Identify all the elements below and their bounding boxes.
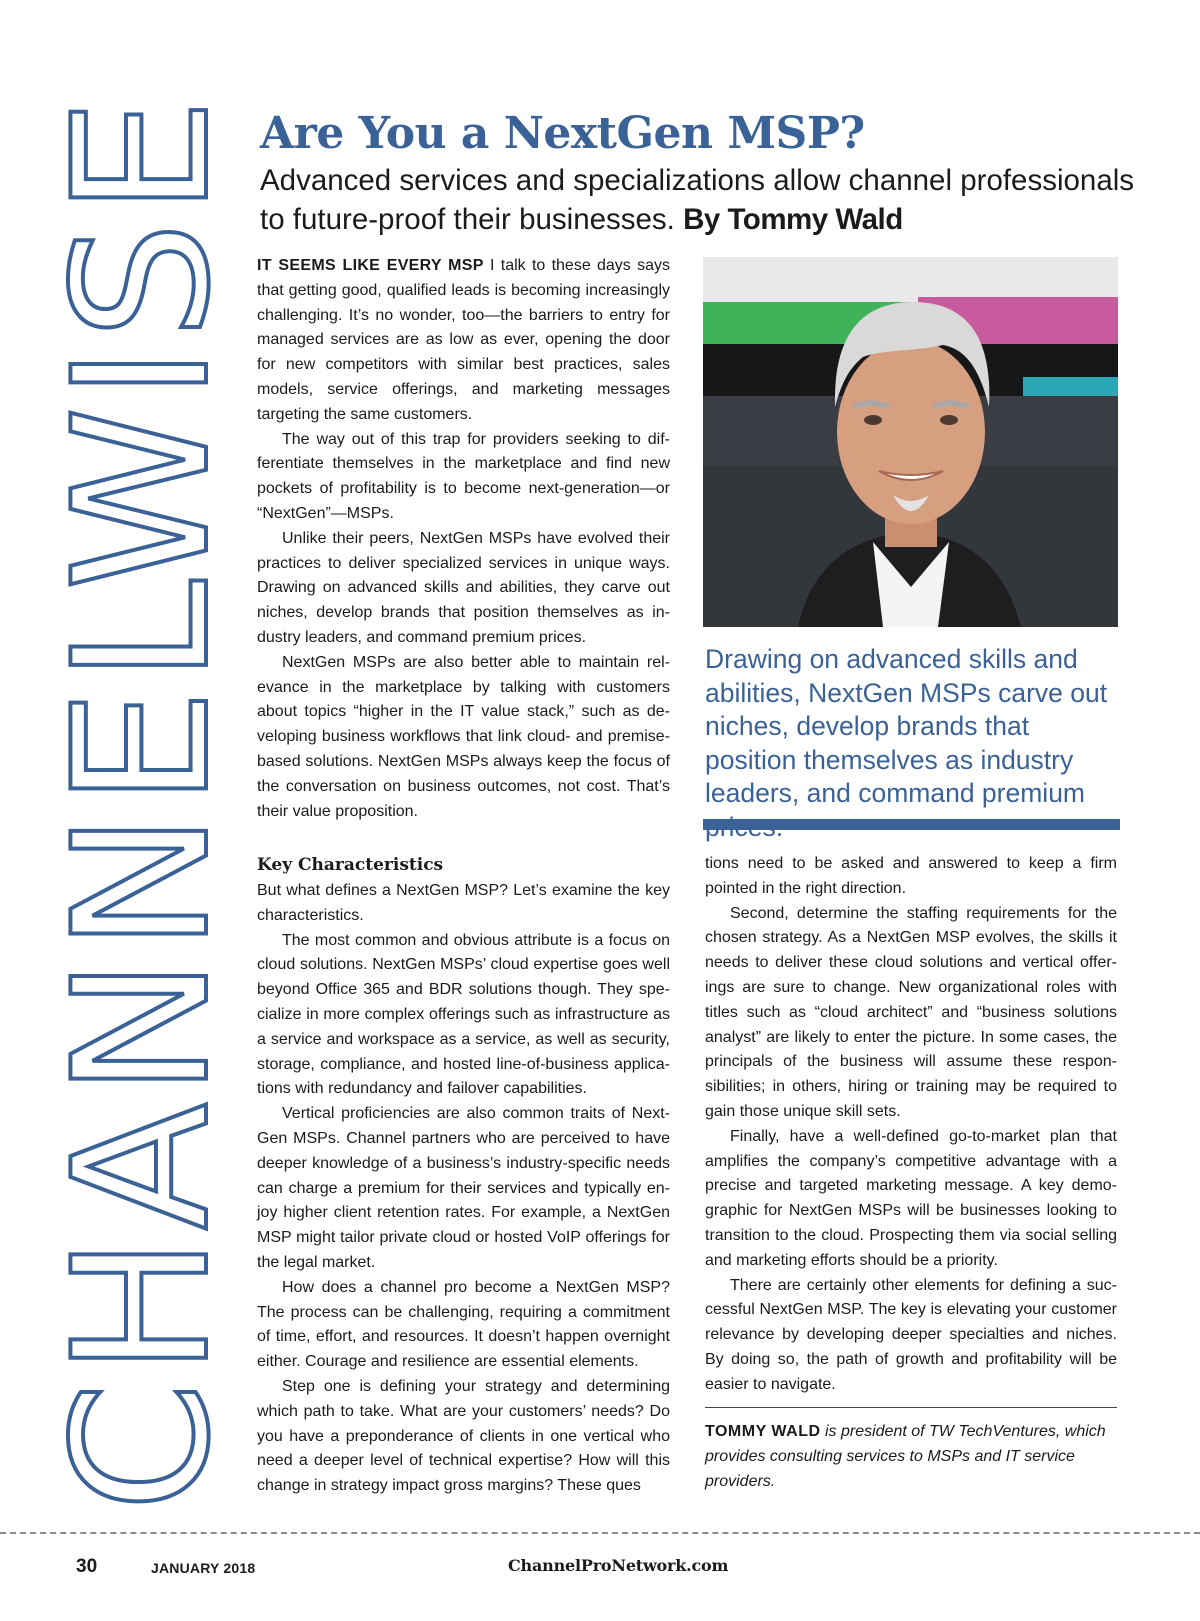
dek-text: Advanced services and specializations allow channel professionals to future-proof their businesses. (260, 164, 1135, 236)
body-paragraph: There are certainly other elements for defining a successful NextGen MSP. The key is elevating your customer relevance by developing deeper specialties and niches. By doing so, the path of growth and profitability will be easier to navigate. (705, 1276, 1117, 1393)
section-label-channelwise (33, 92, 250, 1512)
intro-column (257, 254, 670, 824)
subhead: Key Characteristics (257, 855, 444, 875)
footer-divider (0, 1532, 1200, 1534)
body-paragraph: Step one is defining your strategy and determining which path to take. What are your customers’ needs? Do you have a preponderance of clients in one vertical who need a deeper level of technical expertise? How will this change in strategy impact gross margins? These ques (257, 1377, 670, 1495)
section-label-text: CHANNELWISE (33, 92, 250, 1512)
page-number: 30 (76, 1556, 98, 1577)
lead-in: IT SEEMS LIKE EVERY MSP (257, 257, 484, 274)
site-url: ChannelProNetwork.com (508, 1556, 729, 1575)
author-bio (705, 1420, 1117, 1494)
issue-date: JANUARY 2018 (151, 1560, 256, 1576)
pull-quote-rule (703, 819, 1120, 830)
body-paragraph: But what defines a NextGen MSP? Let’s examine the key characteristics. (257, 882, 670, 924)
body-paragraph: The way out of this trap for providers seeking to differentiate themselves in the marketplace and find new pockets of profitability is to become next-generation—or “NextGen”—MSPs. (257, 430, 670, 522)
author-photo (703, 257, 1118, 627)
body-paragraph: NextGen MSPs are also better able to maintain relevance in the marketplace by talking with customers about topics “higher in the IT value stack,” such as developing business workflows that link cloud- and premise-based solutions. NextGen MSPs always keep the focus of the conversation on business outcomes, not cost. That’s their value proposition. (257, 653, 670, 820)
body-paragraph: tions need to be asked and answered to keep a firm pointed in the right direction. (705, 855, 1117, 897)
intro-paragraph (257, 254, 670, 428)
bio-name: TOMMY WALD (705, 1423, 821, 1440)
intro-paragraph-text: I talk to these days says that getting good, qualified leads is becoming increasingly challenging. It’s no wonder, too—the barriers to entry for managed services are as low as ever, opening the door for new competitors with similar best practices, sales models, service offerings, and marketing messages targeting the same customers. (257, 257, 670, 423)
body-paragraph: Finally, have a well-defined go-to-market plan that amplifies the company’s competitive advantage with a precise and targeted marketing message. A key demographic for NextGen MSPs will be businesses looking to transition to the cloud. Prospecting them via social selling and marketing efforts should be a priority. (705, 1127, 1117, 1269)
body-paragraph: Second, determine the staffing requirements for the chosen strategy. As a NextGen MSP evolves, the skills it needs to deliver these cloud solutions and vertical offerings are sure to change. New organizational roles with titles such as “cloud architect” and “business solutions analyst” are likely to enter the picture. In some cases, the principals of the business will assume these responsibilities; in others, hiring or training may be required to gain those unique skill sets. (705, 904, 1117, 1120)
bio-divider (705, 1407, 1117, 1408)
body-column-left (257, 852, 670, 1499)
body-paragraph: How does a channel pro become a NextGen MSP? The process can be challenging, requiring a commitment of time, effort, and resources. It doesn’t happen overnight either. Courage and resilience are essential elements. (257, 1278, 670, 1371)
body-paragraph: Unlike their peers, NextGen MSPs have evolved their practices to deliver specialized services in unique ways. Drawing on advanced skills and abilities, they carve out niches, develop brands that position themselves as industry leaders, and command premium prices. (257, 529, 670, 646)
bio-text: is president of TW TechVentures, which provides consulting services to MSPs and IT service providers. (705, 1423, 1106, 1490)
pull-quote: Drawing on advanced skills and abilities, NextGen MSPs carve out niches, develop brands that position themselves as industry leaders, and command premium (705, 644, 1108, 808)
byline: By Tommy Wald (683, 203, 903, 236)
article-dek (260, 161, 1160, 239)
article-title: Are You a NextGen MSP? (260, 108, 865, 159)
body-paragraph: Vertical proficiencies are also common traits of NextGen MSPs. Channel partners who are perceived to have deeper knowledge of a business’s industry-specific needs can charge a premium for their services and typically enjoy higher client retention rates. For example, a NextGen MSP might tailor private cloud or hosted VoIP offerings for the legal market. (257, 1105, 670, 1271)
body-column-right (705, 852, 1117, 1398)
body-paragraph: The most common and obvious attribute is a focus on cloud solutions. NextGen MSPs’ cloud expertise goes well beyond Office 365 and BDR solutions though. They specialize in more complex offerings such as infrastructure as a service and workspace as a service, as well as security, storage, compliance, and hosted line-of-business applications with redundancy and failover capabilities. (257, 931, 670, 1098)
author-portrait-image (703, 257, 1118, 627)
